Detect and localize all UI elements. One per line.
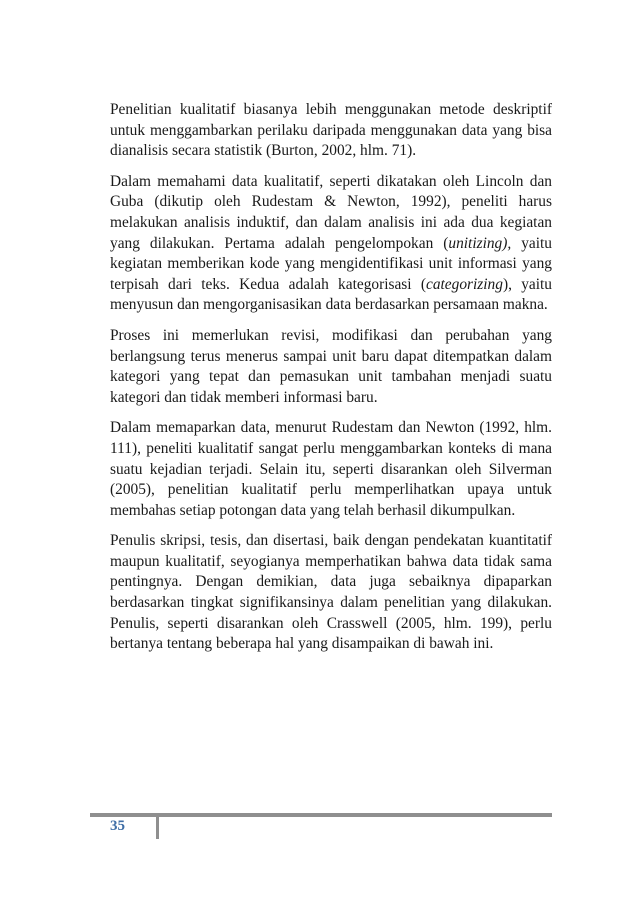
text-segment: yaitu kegiatan memberikan kode yang mengidentifikasi unit informasi yang terpisah dari teks. Kedua adalah kategorisasi ( <box>110 234 552 293</box>
page-number: 35 <box>110 818 125 834</box>
footer-divider <box>156 817 159 839</box>
paragraph-3 <box>110 326 552 408</box>
text-segment: Dalam memahami data kualitatif, seperti dikatakan oleh Lincoln dan Guba (dikutip oleh Rudestam & Newton, 1992), peneliti harus melakukan analisis induktif, dan dalam analisis ini ada dua kegiatan yang dilakukan. Pertama adalah pengelompokan ( <box>110 172 552 252</box>
body-text <box>110 100 552 665</box>
italic-term: categorizing <box>426 275 503 293</box>
text-segment: Penelitian kualitatif biasanya lebih menggunakan metode deskriptif untuk menggambarkan perilaku daripada menggunakan data yang bisa dianalisis secara statistik (Burton, 2002, hlm. 71). <box>110 101 552 160</box>
paragraph-2 <box>110 172 552 316</box>
text-segment: Dalam memaparkan data, menurut Rudestam dan Newton (1992, hlm. 111), peneliti kualitatif sangat perlu menggambarkan konteks di mana suatu kejadian terjadi. Selain itu, seperti disarankan oleh Silverman (2005), penelitian kualitatif perlu memperlihatkan upaya untuk membahas setiap potongan data yang telah berhasil dikumpulkan. <box>110 419 552 519</box>
italic-term: unitizing), <box>448 234 512 252</box>
paragraph-4 <box>110 418 552 521</box>
text-segment: Penulis skripsi, tesis, dan disertasi, baik dengan pendekatan kuantitatif maupun kualitatif, seyogianya memperhatikan bahwa data tidak sama pentingnya. Dengan demikian, data juga sebaiknya dipaparkan berdasarkan tingkat signifikansinya dalam penelitian yang dilakukan. Penulis, seperti disarankan oleh Crasswell (2005, hlm. 199), perlu bertanya tentang beberapa hal yang disampaikan di bawah ini. <box>110 532 552 653</box>
paragraph-5 <box>110 531 552 655</box>
text-segment: ), yaitu menyusun dan mengorganisasikan data berdasarkan persamaan makna. <box>110 275 552 314</box>
footer-rule <box>90 813 552 817</box>
text-segment: Proses ini memerlukan revisi, modifikasi dan perubahan yang berlangsung terus menerus sampai unit baru dapat ditempatkan dalam kategori yang tepat dan pemasukan unit tambahan menjadi suatu kategori dan tidak memberi informasi baru. <box>110 326 552 406</box>
paragraph-1 <box>110 100 552 162</box>
